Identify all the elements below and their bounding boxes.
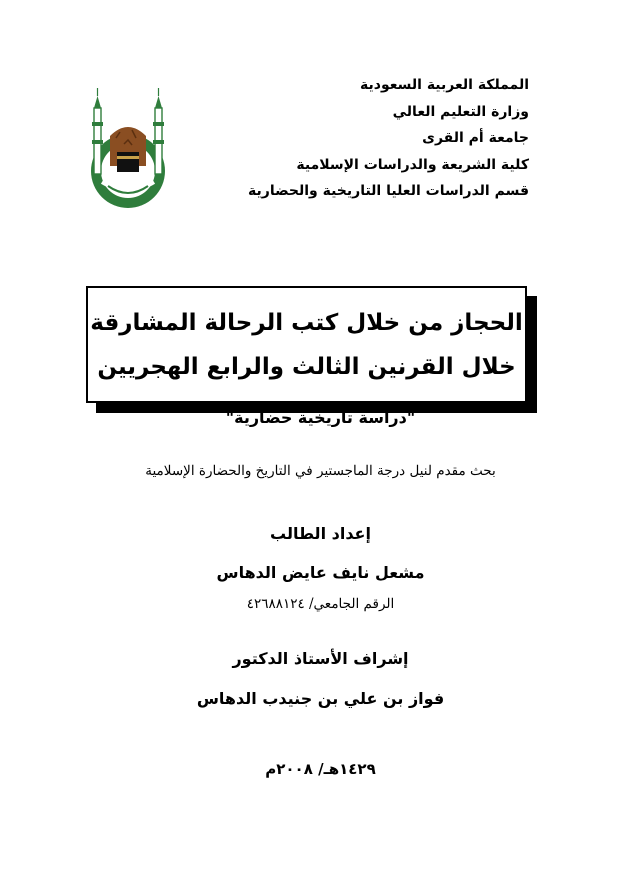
title-box	[86, 286, 527, 403]
submission-date: ١٤٢٩هـ/ ٢٠٠٨م	[265, 760, 376, 778]
institution-header	[199, 72, 529, 205]
logo-left-minaret	[92, 88, 103, 174]
thesis-title-line-1: الحجاز من خلال كتب الرحالة المشارقة	[90, 309, 523, 336]
supervisor-name: فواز بن علي بن جنيدب الدهاس	[196, 689, 445, 708]
header-line-ministry: وزارة التعليم العالي	[392, 103, 529, 120]
prepared-by-label: إعداد الطالب	[270, 524, 371, 543]
university-logo	[80, 78, 176, 214]
student-name: مشعل نايف عايض الدهاس	[216, 563, 425, 582]
header-line-country: المملكة العربية السعودية	[360, 77, 529, 93]
research-statement: بحث مقدم لنيل درجة الماجستير في التاريخ والحضارة الإسلامية	[145, 463, 496, 479]
header-line-college: كلية الشريعة والدراسات الإسلامية	[296, 156, 529, 173]
header-line-department: قسم الدراسات العليا التاريخية والحضارية	[248, 183, 529, 199]
student-id: الرقم الجامعي/ ٤٢٦٨٨١٢٤	[246, 596, 395, 612]
logo-right-minaret	[153, 88, 164, 174]
header-line-university: جامعة أم القرى	[422, 130, 529, 146]
thesis-subtitle: "دراسة تاريخية حضارية"	[225, 408, 416, 427]
logo-kaaba	[117, 152, 139, 172]
supervision-label: إشراف الأستاذ الدكتور	[232, 649, 409, 668]
thesis-title-line-2: خلال القرنين الثالث والرابع الهجريين	[97, 353, 516, 380]
